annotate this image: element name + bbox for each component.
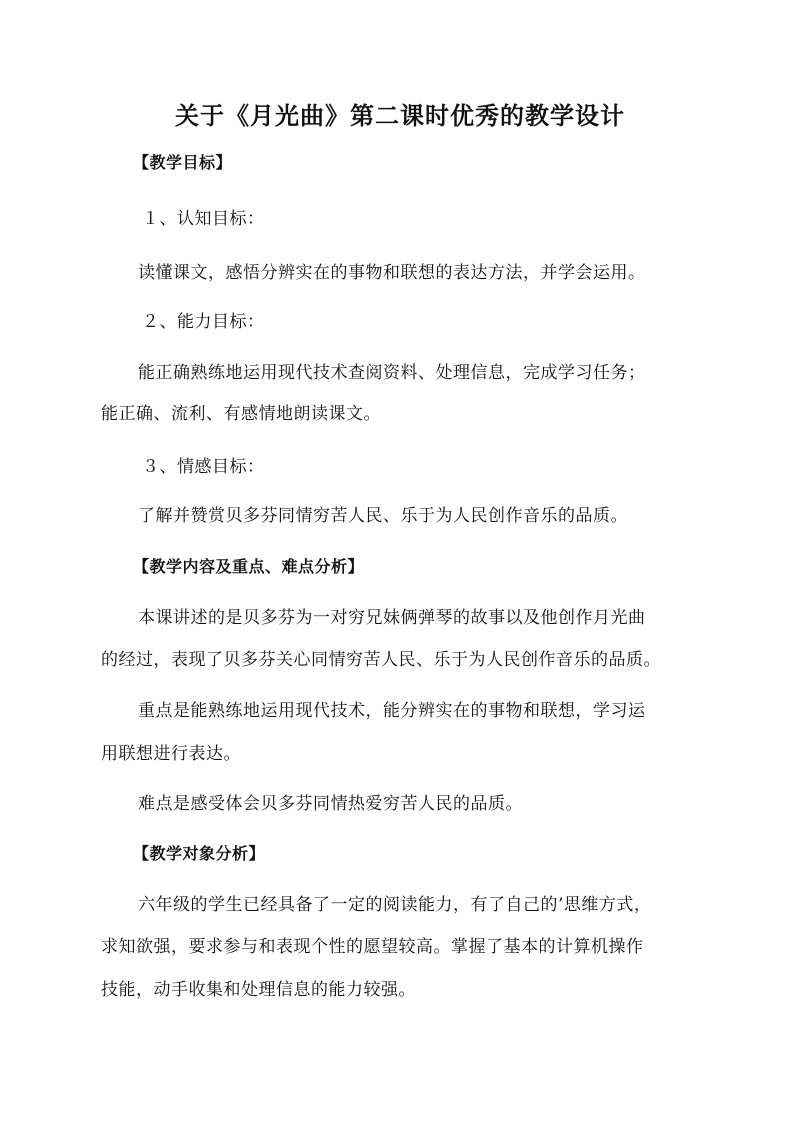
objective-2-text-line1: 能正确熟练地运用现代技术查阅资料、处理信息，完成学习任务； — [138, 363, 646, 383]
objective-2-text-line2: 能正确、流利、有感情地朗读课文。 — [101, 404, 381, 424]
audience-heading: 【教学对象分析】 — [133, 844, 266, 863]
content-para1-line1: 本课讲述的是贝多芬为一对穷兄妹俩弹琴的故事以及他创作月光曲 — [138, 608, 646, 628]
content-para1-line2: 的经过，表现了贝多芬关心同情穷苦人民、乐于为人民创作音乐的品质。 — [101, 650, 661, 670]
objective-2-label: ２、能力目标： — [142, 312, 265, 332]
audience-para-line2: 求知欲强，要求参与和表现个性的愿望较高。掌握了基本的计算机操作 — [101, 937, 644, 957]
objective-3-text: 了解并赞赏贝多芬同情穷苦人民、乐于为人民创作音乐的品质。 — [138, 506, 628, 526]
objective-1-text: 读懂课文，感悟分辨实在的事物和联想的表达方法，并学会运用。 — [138, 263, 646, 283]
content-para2-line2: 用联想进行表达。 — [101, 744, 241, 764]
content-para3: 难点是感受体会贝多芬同情热爱穷苦人民的品质。 — [138, 794, 523, 814]
content-heading: 【教学内容及重点、难点分析】 — [133, 557, 365, 576]
audience-para-line1: 六年级的学生已经具备了一定的阅读能力，有了自己的’思维方式， — [138, 895, 652, 915]
audience-para-line3: 技能，动手收集和处理信息的能力较强。 — [101, 980, 416, 1000]
document-title: 关于《月光曲》第二课时优秀的教学设计 — [175, 102, 625, 130]
content-para2-line1: 重点是能熟练地运用现代技术，能分辨实在的事物和联想，学习运 — [138, 701, 646, 721]
objectives-heading: 【教学目标】 — [133, 153, 233, 172]
objective-1-label: １、认知目标： — [142, 209, 265, 229]
objective-3-label: ３、情感目标： — [142, 457, 265, 477]
